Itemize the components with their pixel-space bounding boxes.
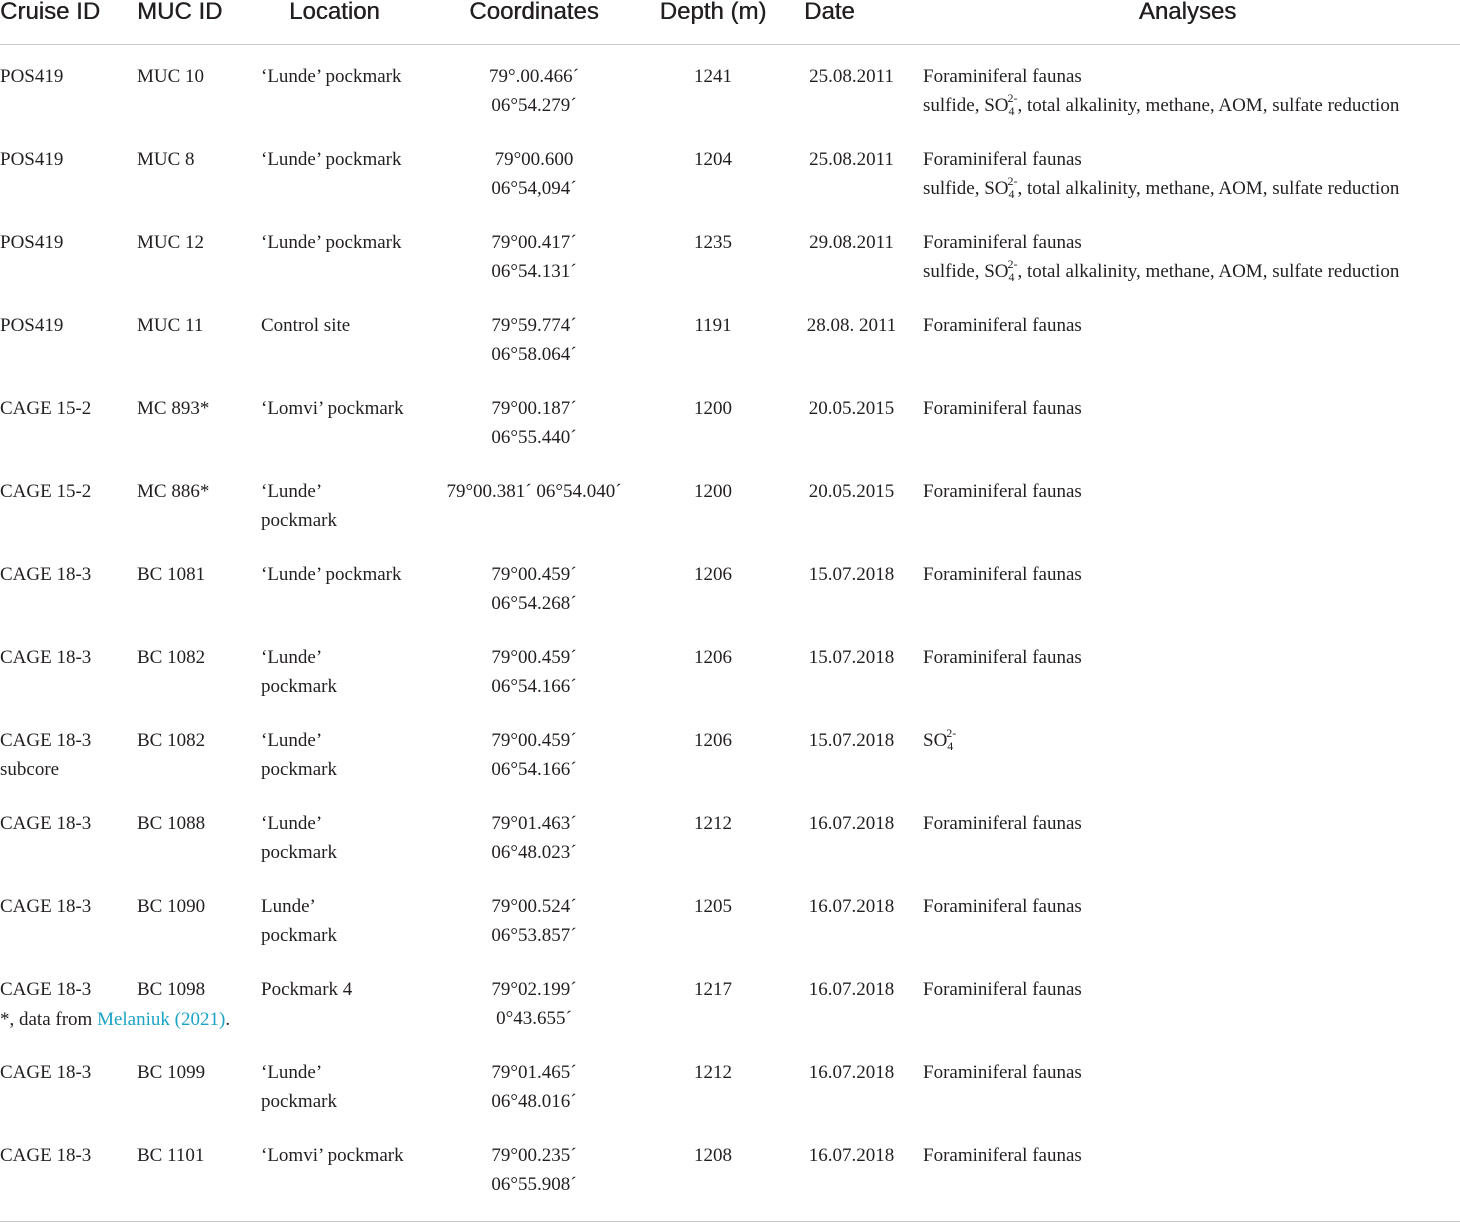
cell-analyses xyxy=(915,1124,1460,1221)
cell-analyses xyxy=(915,128,1460,211)
cell-cruise-id xyxy=(0,211,137,294)
cell-location xyxy=(261,875,430,958)
analyses-line: Foraminiferal faunas xyxy=(923,1062,1082,1083)
cell-depth: 1217 xyxy=(694,979,732,1000)
analyses-line: Foraminiferal faunas xyxy=(923,232,1082,253)
cell-cruise-id xyxy=(0,1124,137,1221)
cell-cruise-id xyxy=(0,543,137,626)
header-row xyxy=(0,0,1460,45)
cell-muc-id: BC 1088 xyxy=(137,813,206,834)
cell-muc-id: BC 1090 xyxy=(137,896,206,917)
cell-coordinates xyxy=(430,792,638,875)
cell-muc-id: BC 1082 xyxy=(137,647,206,668)
coordinate-line-2: 06°54.268´ xyxy=(491,593,577,614)
coordinate-line-2: 06°54,094´ xyxy=(491,178,577,199)
cell-cruise-id xyxy=(0,709,137,792)
cell-muc-id: BC 1101 xyxy=(137,1145,205,1166)
header-depth: Depth (m) xyxy=(638,0,788,45)
coordinate-line: 79°00.381´ 06°54.040´ xyxy=(446,481,622,502)
coordinate-line: 79°02.199´ xyxy=(491,979,577,1000)
table-row xyxy=(0,377,1460,460)
cell-analyses xyxy=(915,543,1460,626)
subscript: 4 xyxy=(947,739,954,753)
cell-depth: 1208 xyxy=(694,1145,732,1166)
cell-location xyxy=(261,958,430,1041)
cell-coordinates xyxy=(430,128,638,211)
cell-analyses xyxy=(915,1041,1460,1124)
cell-muc-id: MUC 11 xyxy=(137,315,204,336)
location-line: ‘Lunde’ xyxy=(261,647,323,668)
analyses-line: Foraminiferal faunas xyxy=(923,564,1082,585)
cruise-line: CAGE 18-3 xyxy=(0,896,92,917)
cell-muc-id: BC 1082 xyxy=(137,730,206,751)
cruise-line: CAGE 18-3 xyxy=(0,979,92,1000)
location-line-2: pockmark xyxy=(261,842,337,863)
cell-analyses xyxy=(915,294,1460,377)
coordinate-line-2: 0°43.655´ xyxy=(496,1008,572,1029)
cell-location xyxy=(261,1124,430,1221)
cell-cruise-id xyxy=(0,45,137,129)
cell-coordinates xyxy=(430,45,638,129)
location-line: ‘Lunde’ xyxy=(261,813,323,834)
analyses-line: Foraminiferal faunas xyxy=(923,647,1082,668)
table-row xyxy=(0,543,1460,626)
location-line: ‘Lunde’ xyxy=(261,481,323,502)
cruise-line: POS419 xyxy=(0,315,64,336)
cell-date: 15.07.2018 xyxy=(808,647,895,668)
table-footnote xyxy=(0,1008,230,1032)
analyses-line: Foraminiferal faunas xyxy=(923,398,1082,419)
cell-muc-id: MC 886* xyxy=(137,481,210,502)
cell-depth: 1205 xyxy=(694,896,732,917)
footnote-reference-link[interactable]: Melaniuk (2021) xyxy=(97,1009,226,1030)
location-line: ‘Lunde’ xyxy=(261,1062,323,1083)
cell-location xyxy=(261,211,430,294)
analyses-line: Foraminiferal faunas xyxy=(923,481,1082,502)
cell-date: 28.08. 2011 xyxy=(806,315,897,336)
table-row xyxy=(0,211,1460,294)
cell-date: 29.08.2011 xyxy=(809,232,894,253)
cell-coordinates xyxy=(430,958,638,1041)
cell-coordinates xyxy=(430,626,638,709)
cell-muc-id: BC 1099 xyxy=(137,1062,206,1083)
cruise-line: CAGE 18-3 xyxy=(0,564,92,585)
superscript: 2- xyxy=(946,726,957,740)
cell-location xyxy=(261,377,430,460)
coordinate-line: 79°00.459´ xyxy=(491,564,577,585)
cell-date: 25.08.2011 xyxy=(809,149,894,170)
cell-depth: 1206 xyxy=(694,730,732,751)
cell-coordinates xyxy=(430,875,638,958)
cell-analyses xyxy=(915,211,1460,294)
table-row xyxy=(0,128,1460,211)
coordinate-line: 79°01.465´ xyxy=(491,1062,577,1083)
chem-text: sulfide, SO xyxy=(923,261,1009,282)
location-line: Lunde’ xyxy=(261,896,316,917)
chem-text: SO xyxy=(923,730,948,751)
cell-cruise-id xyxy=(0,792,137,875)
location-line: ‘Lunde’ pockmark xyxy=(261,149,402,170)
coordinate-line-2: 06°54.279´ xyxy=(491,95,577,116)
analyses-line: Foraminiferal faunas xyxy=(923,149,1082,170)
location-line: ‘Lunde’ pockmark xyxy=(261,232,402,253)
analyses-line: Foraminiferal faunas xyxy=(923,979,1082,1000)
cell-depth: 1212 xyxy=(694,813,732,834)
cell-analyses xyxy=(915,958,1460,1041)
cell-location xyxy=(261,792,430,875)
coordinate-line: 79°59.774´ xyxy=(491,315,577,336)
coordinate-line: 79°00.600 xyxy=(494,149,574,170)
cell-depth: 1235 xyxy=(694,232,732,253)
coordinate-line: 79°00.417´ xyxy=(491,232,577,253)
coordinate-line-2: 06°58.064´ xyxy=(491,344,577,365)
cell-cruise-id xyxy=(0,460,137,543)
cell-coordinates xyxy=(430,294,638,377)
cell-muc-id: BC 1098 xyxy=(137,979,206,1000)
cell-cruise-id xyxy=(0,377,137,460)
cell-analyses xyxy=(915,45,1460,129)
analyses-line: Foraminiferal faunas xyxy=(923,315,1082,336)
header-cruise-id: Cruise ID xyxy=(0,0,137,45)
location-line: ‘Lunde’ xyxy=(261,730,323,751)
cell-analyses xyxy=(915,875,1460,958)
cruise-line: CAGE 15-2 xyxy=(0,398,92,419)
cell-location xyxy=(261,128,430,211)
cell-location xyxy=(261,1041,430,1124)
analyses-chem-line-2 xyxy=(923,174,1460,203)
table-row xyxy=(0,1124,1460,1221)
cell-analyses xyxy=(915,792,1460,875)
superscript: 2- xyxy=(1007,174,1018,188)
cruise-line: POS419 xyxy=(0,232,64,253)
header-date: Date xyxy=(788,0,915,45)
cell-cruise-id xyxy=(0,626,137,709)
location-line-2: pockmark xyxy=(261,676,337,697)
chem-text-post: , total alkalinity, methane, AOM, sulfate reduction xyxy=(1017,261,1400,282)
cell-depth: 1191 xyxy=(694,315,732,336)
cell-coordinates xyxy=(430,460,638,543)
location-line-2: pockmark xyxy=(261,1091,337,1112)
cell-depth: 1206 xyxy=(694,564,732,585)
table-row xyxy=(0,460,1460,543)
table-row xyxy=(0,1041,1460,1124)
cell-date: 15.07.2018 xyxy=(808,564,895,585)
superscript: 2- xyxy=(1007,257,1018,271)
cell-cruise-id xyxy=(0,1041,137,1124)
analyses-line: Foraminiferal faunas xyxy=(923,1145,1082,1166)
cell-coordinates xyxy=(430,709,638,792)
cell-depth: 1200 xyxy=(694,481,732,502)
cruise-line: CAGE 18-3 xyxy=(0,1062,92,1083)
analyses-line: Foraminiferal faunas xyxy=(923,813,1082,834)
cell-location xyxy=(261,45,430,129)
cell-cruise-id xyxy=(0,875,137,958)
cell-coordinates xyxy=(430,1124,638,1221)
cell-depth: 1206 xyxy=(694,647,732,668)
coordinate-line-2: 06°53.857´ xyxy=(491,925,577,946)
table-row xyxy=(0,792,1460,875)
subscript: 4 xyxy=(1008,270,1015,284)
cell-coordinates xyxy=(430,543,638,626)
cruise-line: CAGE 18-3 xyxy=(0,813,92,834)
cell-depth: 1204 xyxy=(694,149,732,170)
cell-muc-id: BC 1081 xyxy=(137,564,206,585)
coordinate-line: 79°00.459´ xyxy=(491,647,577,668)
cell-date: 16.07.2018 xyxy=(808,979,895,1000)
cell-analyses xyxy=(915,709,1460,792)
subscript: 4 xyxy=(1008,187,1015,201)
cell-muc-id: MUC 8 xyxy=(137,149,195,170)
coordinate-line-2: 06°54.166´ xyxy=(491,759,577,780)
chem-text: sulfide, SO xyxy=(923,178,1009,199)
cell-date: 20.05.2015 xyxy=(808,398,895,419)
analyses-line: Foraminiferal faunas xyxy=(923,896,1082,917)
coordinate-line-2: 06°48.016´ xyxy=(491,1091,577,1112)
cell-analyses xyxy=(915,460,1460,543)
coordinate-line-2: 06°54.131´ xyxy=(491,261,577,282)
cruise-line: CAGE 18-3 xyxy=(0,1145,92,1166)
cruise-line: CAGE 18-3 xyxy=(0,730,92,751)
header-coordinates: Coordinates xyxy=(430,0,638,45)
coordinate-line-2: 06°48.023´ xyxy=(491,842,577,863)
analyses-line: Foraminiferal faunas xyxy=(923,66,1082,87)
location-line: ‘Lomvi’ pockmark xyxy=(261,398,404,419)
cell-location xyxy=(261,543,430,626)
cell-coordinates xyxy=(430,377,638,460)
coordinate-line: 79°00.187´ xyxy=(491,398,577,419)
cruise-line: POS419 xyxy=(0,66,64,87)
table-body xyxy=(0,45,1460,1222)
cell-date: 16.07.2018 xyxy=(808,813,895,834)
cell-date: 16.07.2018 xyxy=(808,1145,895,1166)
cell-cruise-id xyxy=(0,128,137,211)
cell-depth: 1212 xyxy=(694,1062,732,1083)
table-row xyxy=(0,875,1460,958)
coordinate-line-2: 06°54.166´ xyxy=(491,676,577,697)
chem-text-post: , total alkalinity, methane, AOM, sulfate reduction xyxy=(1017,95,1400,116)
cell-date: 25.08.2011 xyxy=(809,66,894,87)
superscript: 2- xyxy=(1007,91,1018,105)
cell-muc-id: MUC 12 xyxy=(137,232,205,253)
cell-location xyxy=(261,709,430,792)
cell-coordinates xyxy=(430,211,638,294)
header-analyses: Analyses xyxy=(915,0,1460,45)
cell-location xyxy=(261,460,430,543)
coordinate-line: 79°00.235´ xyxy=(491,1145,577,1166)
location-line: Control site xyxy=(261,315,351,336)
cell-muc-id: MUC 10 xyxy=(137,66,205,87)
table-row xyxy=(0,626,1460,709)
cell-date: 16.07.2018 xyxy=(808,896,895,917)
cell-date: 16.07.2018 xyxy=(808,1062,895,1083)
coordinate-line: 79°00.524´ xyxy=(491,896,577,917)
coordinate-line-2: 06°55.440´ xyxy=(491,427,577,448)
location-line: ‘Lunde’ pockmark xyxy=(261,66,402,87)
table-row xyxy=(0,294,1460,377)
analyses-chem-line-2 xyxy=(923,91,1460,120)
chem-text: sulfide, SO xyxy=(923,95,1009,116)
cell-muc-id: MC 893* xyxy=(137,398,210,419)
coordinate-line-2: 06°55.908´ xyxy=(491,1174,577,1195)
cell-analyses xyxy=(915,377,1460,460)
coordinate-line: 79°00.459´ xyxy=(491,730,577,751)
chem-text-post: , total alkalinity, methane, AOM, sulfate reduction xyxy=(1017,178,1400,199)
cell-depth: 1200 xyxy=(694,398,732,419)
cruise-line-2: subcore xyxy=(0,759,60,780)
table-row xyxy=(0,709,1460,792)
subscript: 4 xyxy=(1008,104,1015,118)
table-row xyxy=(0,45,1460,129)
cell-date: 20.05.2015 xyxy=(808,481,895,502)
location-line-2: pockmark xyxy=(261,510,337,531)
cell-depth: 1241 xyxy=(694,66,732,87)
footnote-prefix: *, data from xyxy=(0,1009,98,1030)
location-line: Pockmark 4 xyxy=(261,979,353,1000)
analyses-chem-line-2 xyxy=(923,257,1460,286)
location-line-2: pockmark xyxy=(261,925,337,946)
cell-date: 15.07.2018 xyxy=(808,730,895,751)
footnote-suffix: . xyxy=(225,1009,231,1030)
cell-cruise-id xyxy=(0,294,137,377)
location-line: ‘Lunde’ pockmark xyxy=(261,564,402,585)
cruise-line: CAGE 15-2 xyxy=(0,481,92,502)
cell-analyses xyxy=(915,626,1460,709)
coordinate-line: 79°.00.466´ xyxy=(489,66,579,87)
location-line-2: pockmark xyxy=(261,759,337,780)
header-location: Location xyxy=(261,0,430,45)
cruise-line: POS419 xyxy=(0,149,64,170)
cell-location xyxy=(261,626,430,709)
location-line: ‘Lomvi’ pockmark xyxy=(261,1145,404,1166)
header-muc-id: MUC ID xyxy=(137,0,261,45)
cruise-line: CAGE 18-3 xyxy=(0,647,92,668)
cell-coordinates xyxy=(430,1041,638,1124)
analyses-chem-line xyxy=(923,726,1460,755)
cell-location xyxy=(261,294,430,377)
coordinate-line: 79°01.463´ xyxy=(491,813,577,834)
